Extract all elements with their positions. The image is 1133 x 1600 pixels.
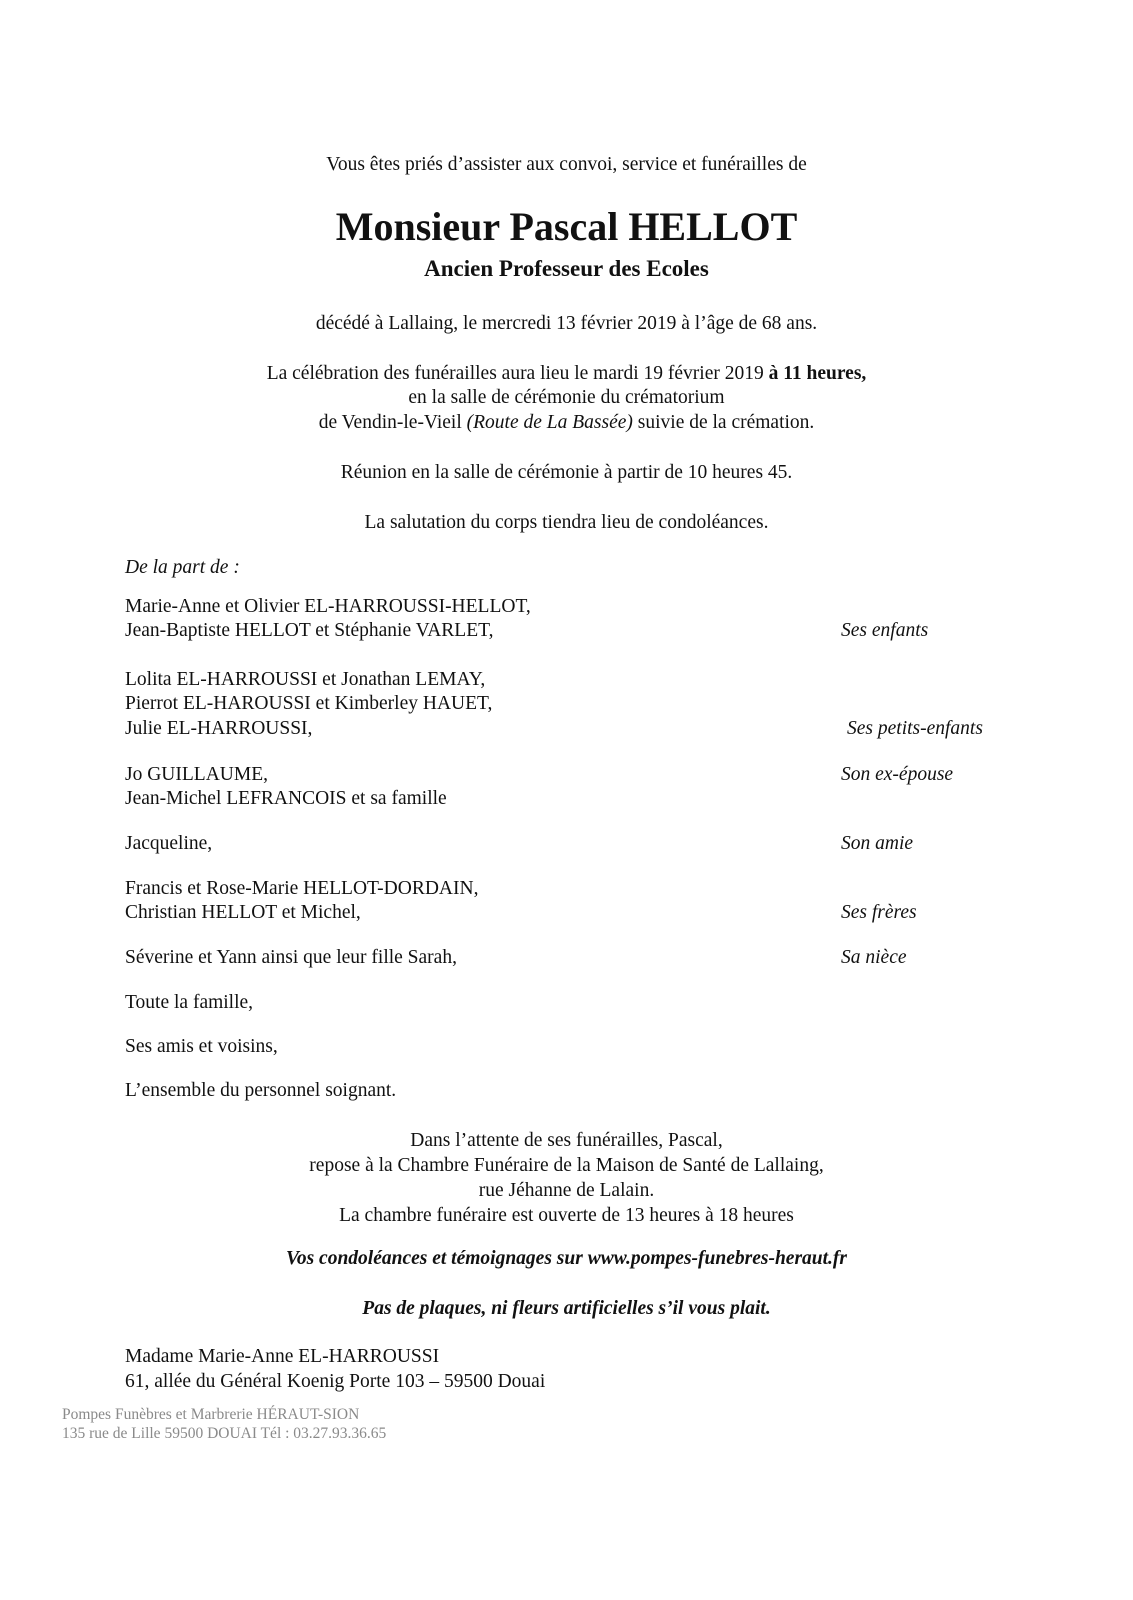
family-relation: Sa nièce <box>841 947 907 968</box>
family-line: Julie EL-HARROUSSI, <box>125 718 313 739</box>
family-line: Jacqueline, <box>125 833 213 854</box>
ceremony-place: de Vendin-le-Vieil <box>318 412 467 433</box>
deceased-profession: Ancien Professeur des Ecoles <box>424 256 709 281</box>
intro-line: Vous êtes priés d’assister aux convoi, service et funérailles de <box>326 154 807 175</box>
family-line: Marie-Anne et Olivier EL-HARROUSSI-HELLOT, <box>125 596 531 617</box>
no-plaques-line: Pas de plaques, ni fleurs artificielles s’il vous plait. <box>362 1298 771 1319</box>
family-relation: Ses enfants <box>841 620 929 641</box>
ceremony-date: La célébration des funérailles aura lieu le mardi 19 février 2019 <box>266 363 769 384</box>
contact-address: 61, allée du Général Koenig Porte 103 – 59500 Douai <box>125 1371 546 1392</box>
family-line: L’ensemble du personnel soignant. <box>125 1080 397 1101</box>
family-line: Jean-Michel LEFRANCOIS et sa famille <box>125 788 447 809</box>
funeral-home-address: 135 rue de Lille 59500 DOUAI Tél : 03.27.93.36.65 <box>62 1425 387 1442</box>
family-line: Toute la famille, <box>125 992 254 1013</box>
deceased-name: Monsieur Pascal HELLOT <box>335 204 798 249</box>
repose-line: repose à la Chambre Funéraire de la Maison de Santé de Lallaing, <box>309 1155 824 1176</box>
ceremony-cremation: suivie de la crémation. <box>632 412 815 433</box>
repose-line: La chambre funéraire est ouverte de 13 heures à 18 heures <box>339 1205 794 1226</box>
family-relation: Ses frères <box>841 902 917 923</box>
ceremony-road: (Route de La Bassée) <box>466 412 633 433</box>
family-line: Pierrot EL-HAROUSSI et Kimberley HAUET, <box>125 693 493 714</box>
family-relation: Son ex-épouse <box>841 764 954 785</box>
family-line: Jo GUILLAUME, <box>125 764 268 785</box>
family-line: Lolita EL-HARROUSSI et Jonathan LEMAY, <box>125 669 486 690</box>
from-label: De la part de : <box>125 557 240 578</box>
ceremony-line-1 <box>0 361 1133 386</box>
repose-line: rue Jéhanne de Lalain. <box>478 1180 655 1201</box>
family-line: Francis et Rose-Marie HELLOT-DORDAIN, <box>125 878 479 899</box>
family-line: Christian HELLOT et Michel, <box>125 902 361 923</box>
ceremony-line-2: en la salle de cérémonie du crématorium <box>408 387 725 408</box>
family-relation: Son amie <box>841 833 914 854</box>
family-line: Jean-Baptiste HELLOT et Stéphanie VARLET, <box>125 620 494 641</box>
family-line: Ses amis et voisins, <box>125 1036 278 1057</box>
repose-line: Dans l’attente de ses funérailles, Pascal, <box>410 1130 723 1151</box>
reunion-line: Réunion en la salle de cérémonie à partir de 10 heures 45. <box>340 462 793 483</box>
condolences-line: Vos condoléances et témoignages sur www.pompes-funebres-heraut.fr <box>285 1248 847 1269</box>
ceremony-time: à 11 heures, <box>768 363 867 384</box>
contact-name: Madame Marie-Anne EL-HARROUSSI <box>125 1346 440 1367</box>
salutation-line: La salutation du corps tiendra lieu de condoléances. <box>364 512 769 533</box>
family-relation: Ses petits-enfants <box>847 718 983 739</box>
funeral-home-name: Pompes Funèbres et Marbrerie HÉRAUT-SION <box>62 1406 360 1423</box>
family-line: Séverine et Yann ainsi que leur fille Sarah, <box>125 947 457 968</box>
ceremony-line-3 <box>0 410 1133 435</box>
death-line: décédé à Lallaing, le mercredi 13 février 2019 à l’âge de 68 ans. <box>315 313 818 334</box>
